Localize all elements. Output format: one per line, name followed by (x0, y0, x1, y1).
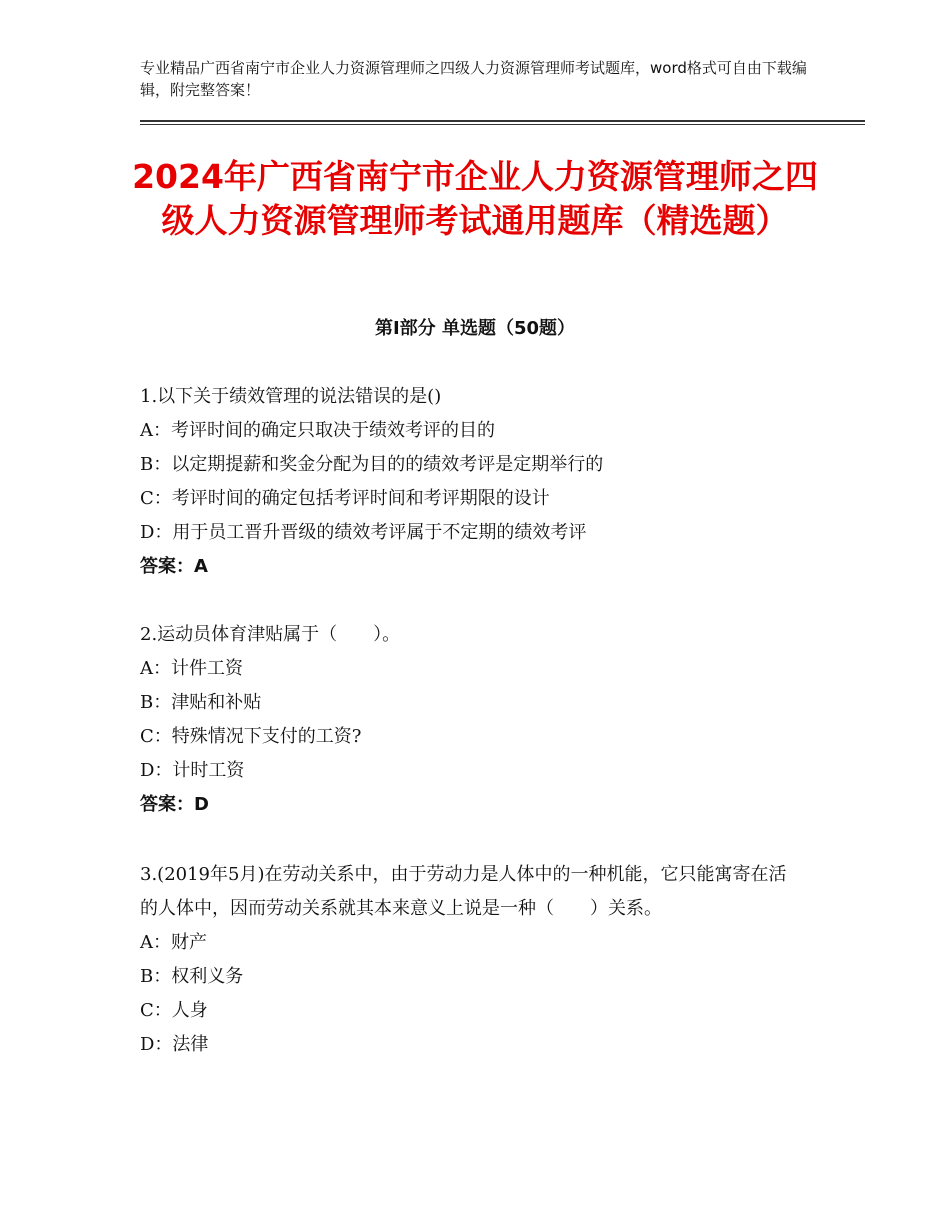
option-d: D：法律 (140, 1034, 209, 1055)
option-d: D：用于员工晋升晋级的绩效考评属于不定期的绩效考评 (140, 522, 587, 543)
option-a: A：考评时间的确定只取决于绩效考评的目的 (140, 420, 495, 441)
option-a: A：财产 (140, 932, 207, 953)
answer: 答案：D (140, 794, 209, 815)
section-title: 第Ⅰ部分 单选题（50题） (374, 318, 575, 339)
question-1 (140, 380, 820, 584)
question-3 (140, 858, 795, 1062)
answer: 答案：A (140, 556, 208, 577)
question-stem: 2.运动员体育津贴属于（ ）。 (140, 624, 401, 645)
option-a: A：计件工资 (140, 658, 243, 679)
question-2 (140, 618, 820, 822)
option-d: D：计时工资 (140, 760, 245, 781)
option-c: C：特殊情况下支付的工资? (140, 726, 362, 747)
question-stem: 1.以下关于绩效管理的说法错误的是() (140, 386, 442, 407)
option-c: C：考评时间的确定包括考评时间和考评期限的设计 (140, 488, 550, 509)
option-b: B：津贴和补贴 (140, 692, 262, 713)
document-title: 2024年广西省南宁市企业人力资源管理师之四级人力资源管理师考试通用题库（精选题） (132, 157, 818, 240)
option-b: B：权利义务 (140, 966, 244, 987)
option-c: C：人身 (140, 1000, 208, 1021)
question-stem: 3.(2019年5月)在劳动关系中，由于劳动力是人体中的一种机能，它只能寓寄在活的人体中，因而劳动关系就其本来意义上说是一种（ ）关系。 (140, 864, 787, 919)
header-note: 专业精品广西省南宁市企业人力资源管理师之四级人力资源管理师考试题库，word格式可自由下载编辑，附完整答案！ (140, 59, 807, 99)
option-b: B：以定期提薪和奖金分配为目的的绩效考评是定期举行的 (140, 454, 604, 475)
header-rule-thin (140, 124, 865, 125)
header-rule (140, 120, 865, 122)
